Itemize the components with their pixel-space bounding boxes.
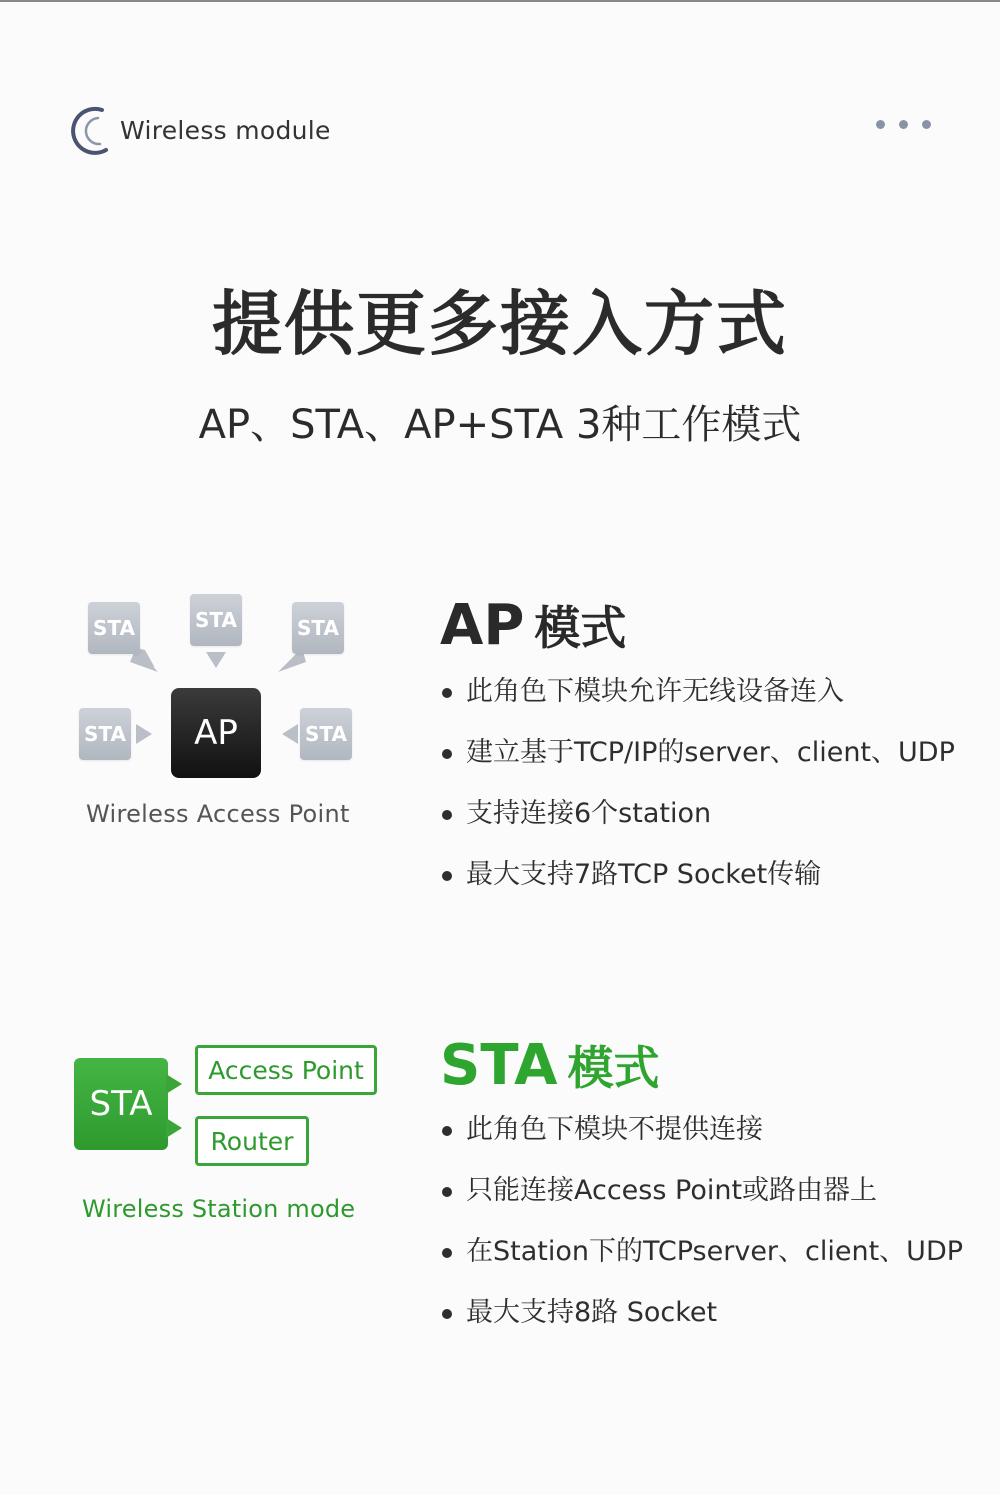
sta-node-top-left: STA: [88, 602, 140, 654]
ap-diagram-caption: Wireless Access Point: [86, 800, 350, 828]
brand-name: Wireless module: [120, 115, 331, 145]
access-point-target: Access Point: [195, 1045, 377, 1095]
router-target: Router: [195, 1116, 309, 1166]
list-item: 最大支持8路 Socket: [440, 1296, 963, 1357]
sta-mode-features: [440, 1113, 963, 1357]
sta-mode-title: [440, 1032, 660, 1098]
list-item: 支持连接6个station: [440, 797, 955, 858]
top-divider: [0, 0, 1000, 2]
list-item: 建立基于TCP/IP的server、client、UDP: [440, 736, 955, 797]
ap-mode-title-cn: 模式: [534, 601, 627, 655]
sta-node-right: STA: [300, 708, 352, 760]
list-item: 只能连接Access Point或路由器上: [440, 1174, 963, 1235]
sta-node: STA: [74, 1058, 168, 1150]
list-item: 最大支持7路TCP Socket传输: [440, 858, 955, 919]
sta-node-top: STA: [190, 594, 242, 646]
page-subtitle: AP、STA、AP+STA 3种工作模式: [198, 402, 802, 448]
sta-node-left: STA: [79, 708, 131, 760]
ap-mode-title: [440, 592, 626, 658]
ap-node: AP: [171, 688, 261, 778]
sta-diagram-caption: Wireless Station mode: [82, 1195, 356, 1223]
page-title: 提供更多接入方式: [212, 283, 788, 365]
list-item: 此角色下模块允许无线设备连入: [440, 675, 955, 736]
list-item: 此角色下模块不提供连接: [440, 1113, 963, 1174]
ap-mode-features: [440, 675, 955, 919]
sta-node-top-right: STA: [292, 602, 344, 654]
list-item: 在Station下的TCPserver、client、UDP: [440, 1235, 963, 1296]
sta-arrows: [166, 1066, 186, 1146]
more-dots-icon[interactable]: [876, 120, 931, 129]
crescent-logo-icon: [66, 104, 118, 156]
sta-mode-title-cn: 模式: [567, 1041, 660, 1095]
ap-mode-title-en: AP: [440, 593, 525, 658]
brand-header: [66, 104, 331, 156]
sta-mode-title-en: STA: [440, 1033, 558, 1098]
